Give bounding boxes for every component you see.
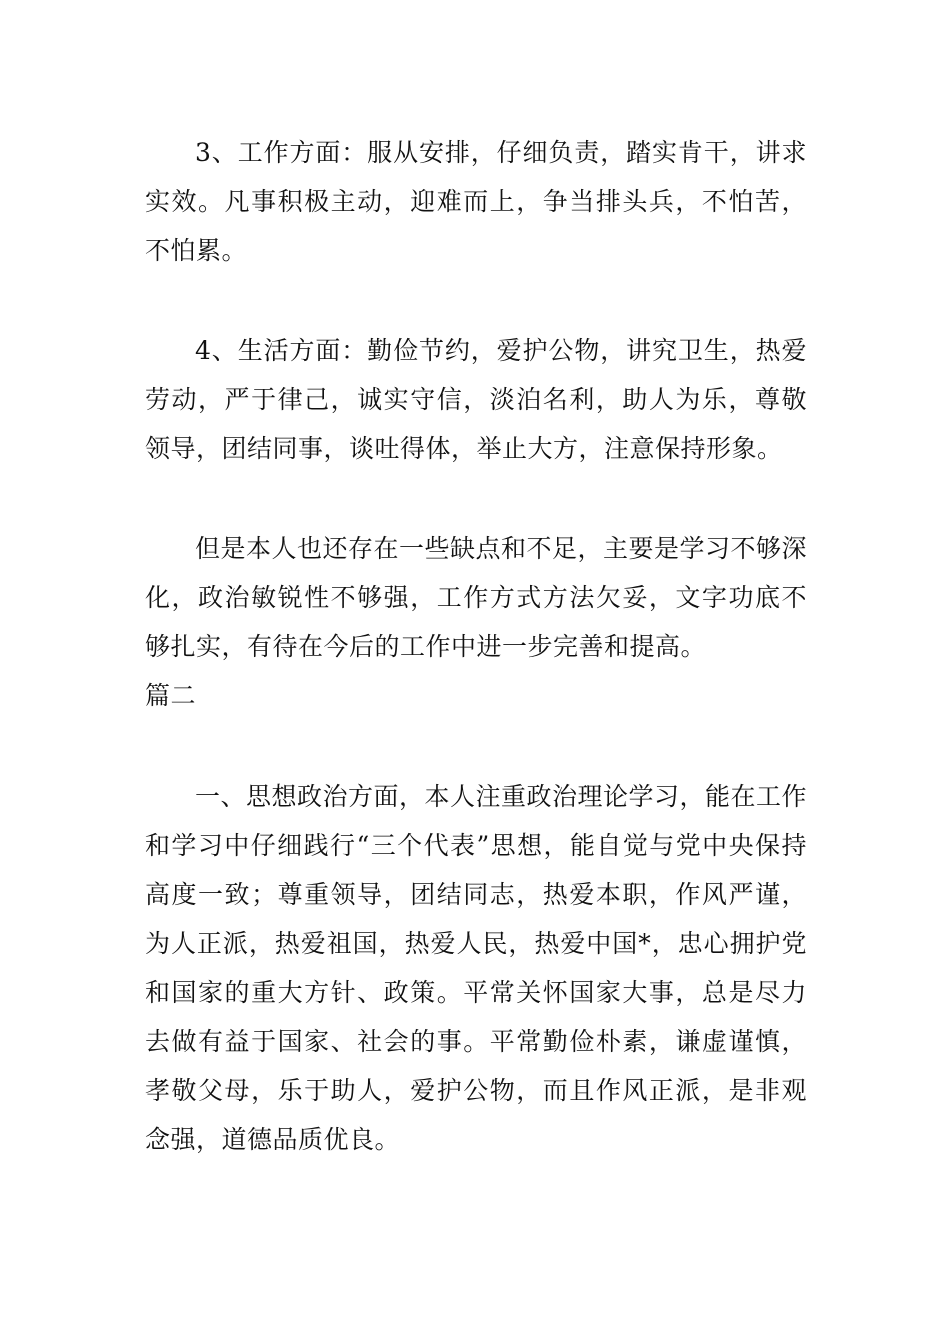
paragraph-work-aspect: 3、工作方面：服从安排，仔细负责，踏实肯干，讲求实效。凡事积极主动，迎难而上，争当排头兵，不怕苦，不怕累。	[145, 138, 807, 265]
section-heading: 篇二	[145, 681, 197, 710]
document-body	[145, 128, 807, 1164]
paragraph-shortcomings: 但是本人也还存在一些缺点和不足，主要是学习不够深化，政治敏锐性不够强，工作方式方法欠妥，文字功底不够扎实，有待在今后的工作中进一步完善和提高。	[145, 534, 808, 661]
paragraph-political-thought: 一、思想政治方面，本人注重政治理论学习，能在工作和学习中仔细践行“三个代表”思想，能自觉与党中央保持高度一致；尊重领导，团结同志，热爱本职，作风严谨，为人正派，热爱祖国，热爱人民，热爱中国*，忠心拥护党和国家的重大方针、政策。平常关怀国家大事，总是尽力去做有益于国家、社会的事。平常勤俭朴素，谦虚谨慎，孝敬父母，乐于助人，爱护公物，而且作风正派，是非观念强，道德品质优良。	[145, 782, 808, 1154]
paragraph-life-aspect: 4、生活方面：勤俭节约，爱护公物，讲究卫生，热爱劳动，严于律己，诚实守信，淡泊名利，助人为乐，尊敬领导，团结同事，谈吐得体，举止大方，注意保持形象。	[145, 336, 807, 463]
